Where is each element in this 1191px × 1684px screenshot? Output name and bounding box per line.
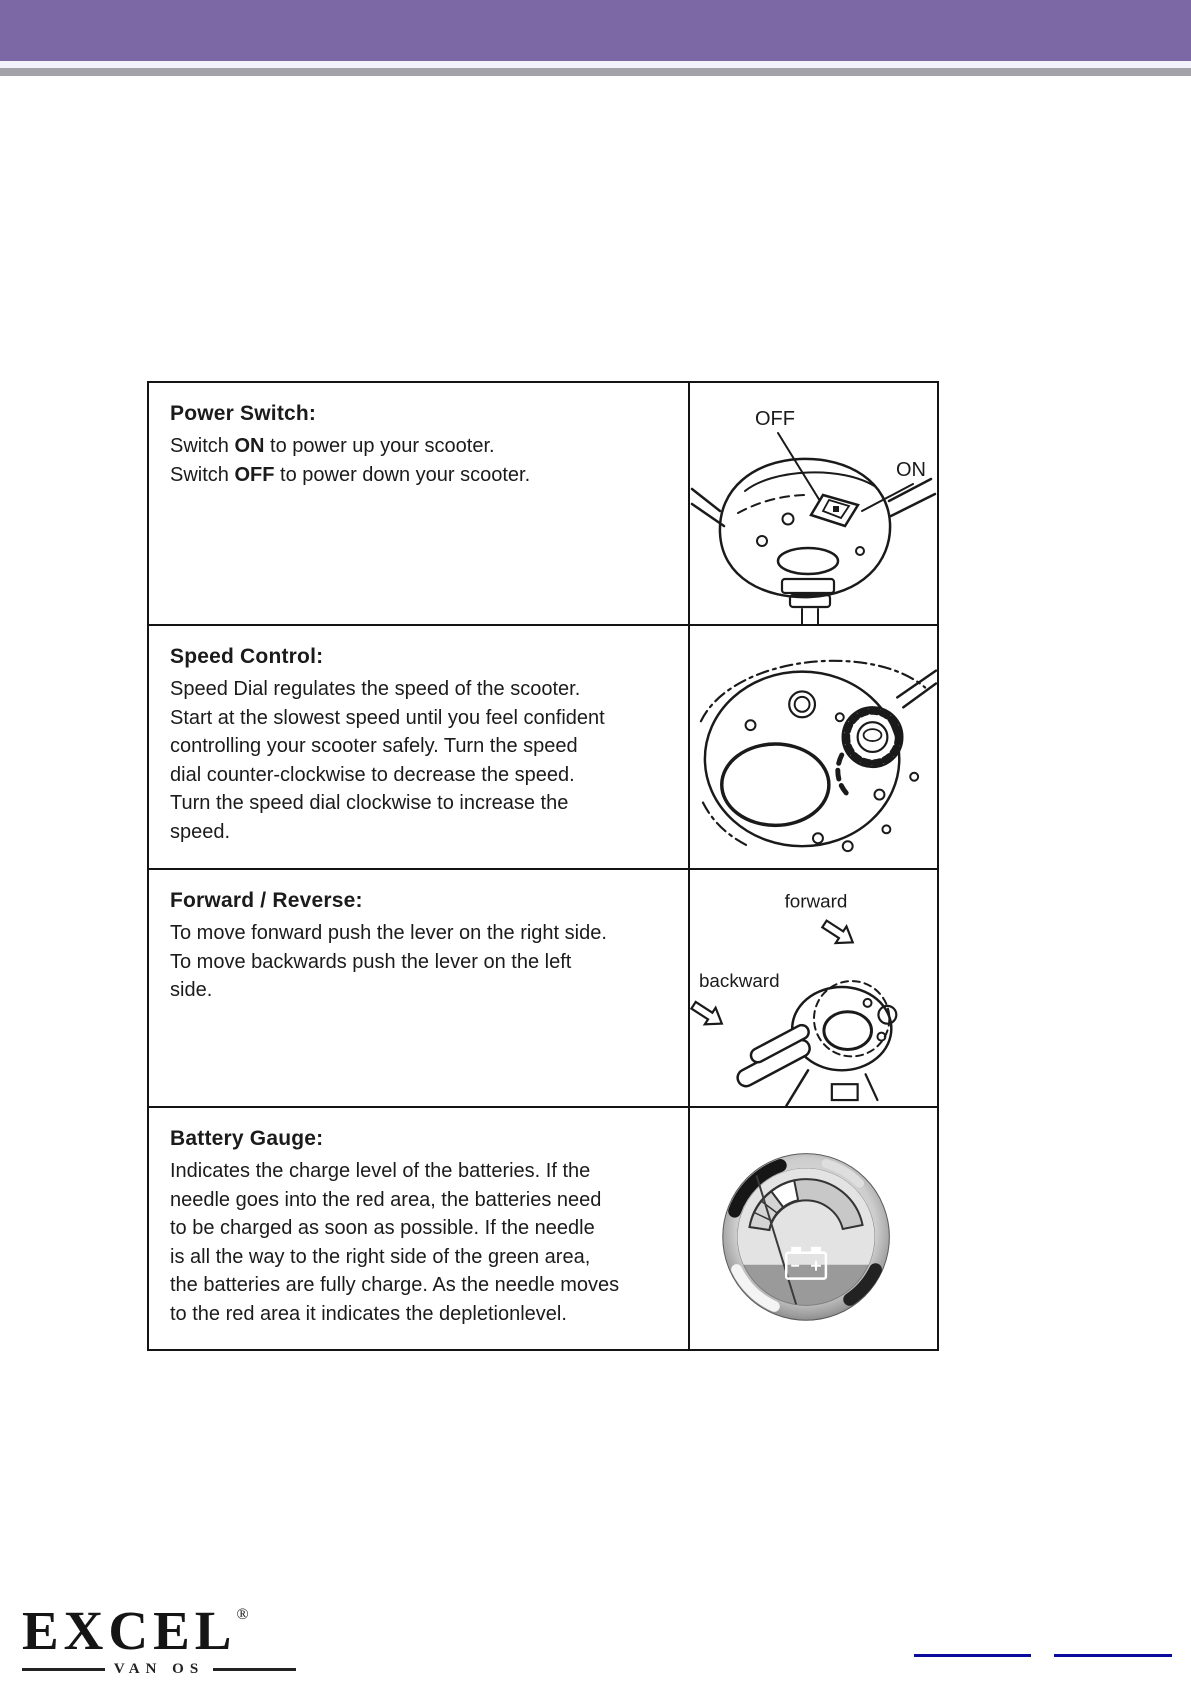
backward-label: backward — [698, 970, 780, 992]
table-row-battery-gauge — [149, 1106, 937, 1349]
body-line: To move backwards push the lever on the left — [170, 950, 572, 973]
brand-rule-right — [213, 1668, 296, 1671]
header-light-strip — [0, 61, 1191, 68]
table-row-speed-control — [149, 624, 937, 868]
row-title: Forward / Reverse: — [170, 889, 363, 912]
row-body — [170, 432, 680, 489]
body-line: Indicates the charge level of the batteries. If the — [170, 1160, 591, 1182]
backward-arrow-icon — [690, 997, 727, 1032]
row-title: Power Switch: — [170, 402, 317, 425]
body-line: Switch ON to power up your scooter. — [170, 435, 495, 457]
speed-dial-drawing — [690, 626, 937, 868]
body-line: to be charged as soon as possible. If the needle — [170, 1217, 595, 1239]
brand-wordmark: EXCEL — [22, 1600, 237, 1661]
body-line: the batteries are fully charge. As the needle moves — [170, 1274, 620, 1296]
body-line: Turn the speed dial clockwise to increase the — [170, 792, 569, 814]
body-line: dial counter-clockwise to decrease the speed. — [170, 763, 575, 786]
on-label: ON — [896, 459, 926, 481]
speed-dial-illustration — [690, 626, 937, 868]
body-line: To move fonward push the lever on the right side. — [170, 922, 607, 944]
row-body — [170, 675, 680, 846]
brand-rule-left — [22, 1668, 105, 1671]
brand-subtitle-row — [22, 1661, 296, 1678]
power-switch-illustration — [690, 383, 937, 624]
body-line: to the red area it indicates the depletionlevel. — [170, 1302, 567, 1325]
table-row-power-switch — [149, 383, 937, 624]
footer-link-underline-1[interactable] — [914, 1654, 1031, 1657]
registered-trademark-icon: ® — [236, 1606, 249, 1623]
body-line: side. — [170, 979, 213, 1001]
forward-label: forward — [784, 890, 848, 912]
body-line: Switch OFF to power down your scooter. — [170, 463, 531, 486]
row-title: Speed Control: — [170, 645, 324, 668]
footer-link-underline-2[interactable] — [1054, 1654, 1172, 1657]
forward-reverse-illustration — [690, 870, 937, 1106]
brand-name — [22, 1600, 296, 1661]
controls-table — [147, 381, 939, 1351]
table-row-forward-reverse — [149, 868, 937, 1106]
body-line: controlling your scooter safely. Turn the speed — [170, 735, 578, 757]
body-line: Start at the slowest speed until you feel confident — [170, 706, 605, 729]
battery-gauge-illustration — [690, 1108, 937, 1349]
power-switch-text-cell — [149, 383, 690, 624]
brand-logo — [22, 1600, 296, 1678]
forward-arrow-icon — [819, 916, 858, 951]
forward-reverse-text-cell — [149, 870, 690, 1106]
tiller-power-switch-drawing — [690, 383, 937, 624]
body-line: speed. — [170, 820, 231, 843]
row-body — [170, 919, 680, 1005]
brand-subtitle: VAN OS — [113, 1661, 205, 1677]
header-purple-bar — [0, 0, 1191, 61]
battery-gauge-drawing — [690, 1108, 937, 1349]
forward-reverse-drawing — [690, 870, 937, 1106]
speed-dial-knob — [843, 707, 903, 767]
row-body — [170, 1157, 680, 1328]
off-label: OFF — [755, 408, 795, 430]
body-line: needle goes into the red area, the batteries need — [170, 1188, 602, 1211]
header-gray-rule — [0, 68, 1191, 76]
speed-control-text-cell — [149, 626, 690, 868]
body-line: is all the way to the right side of the green area, — [170, 1245, 591, 1268]
body-line: Speed Dial regulates the speed of the scooter. — [170, 678, 581, 700]
row-title: Battery Gauge: — [170, 1127, 324, 1150]
battery-gauge-text-cell — [149, 1108, 690, 1349]
